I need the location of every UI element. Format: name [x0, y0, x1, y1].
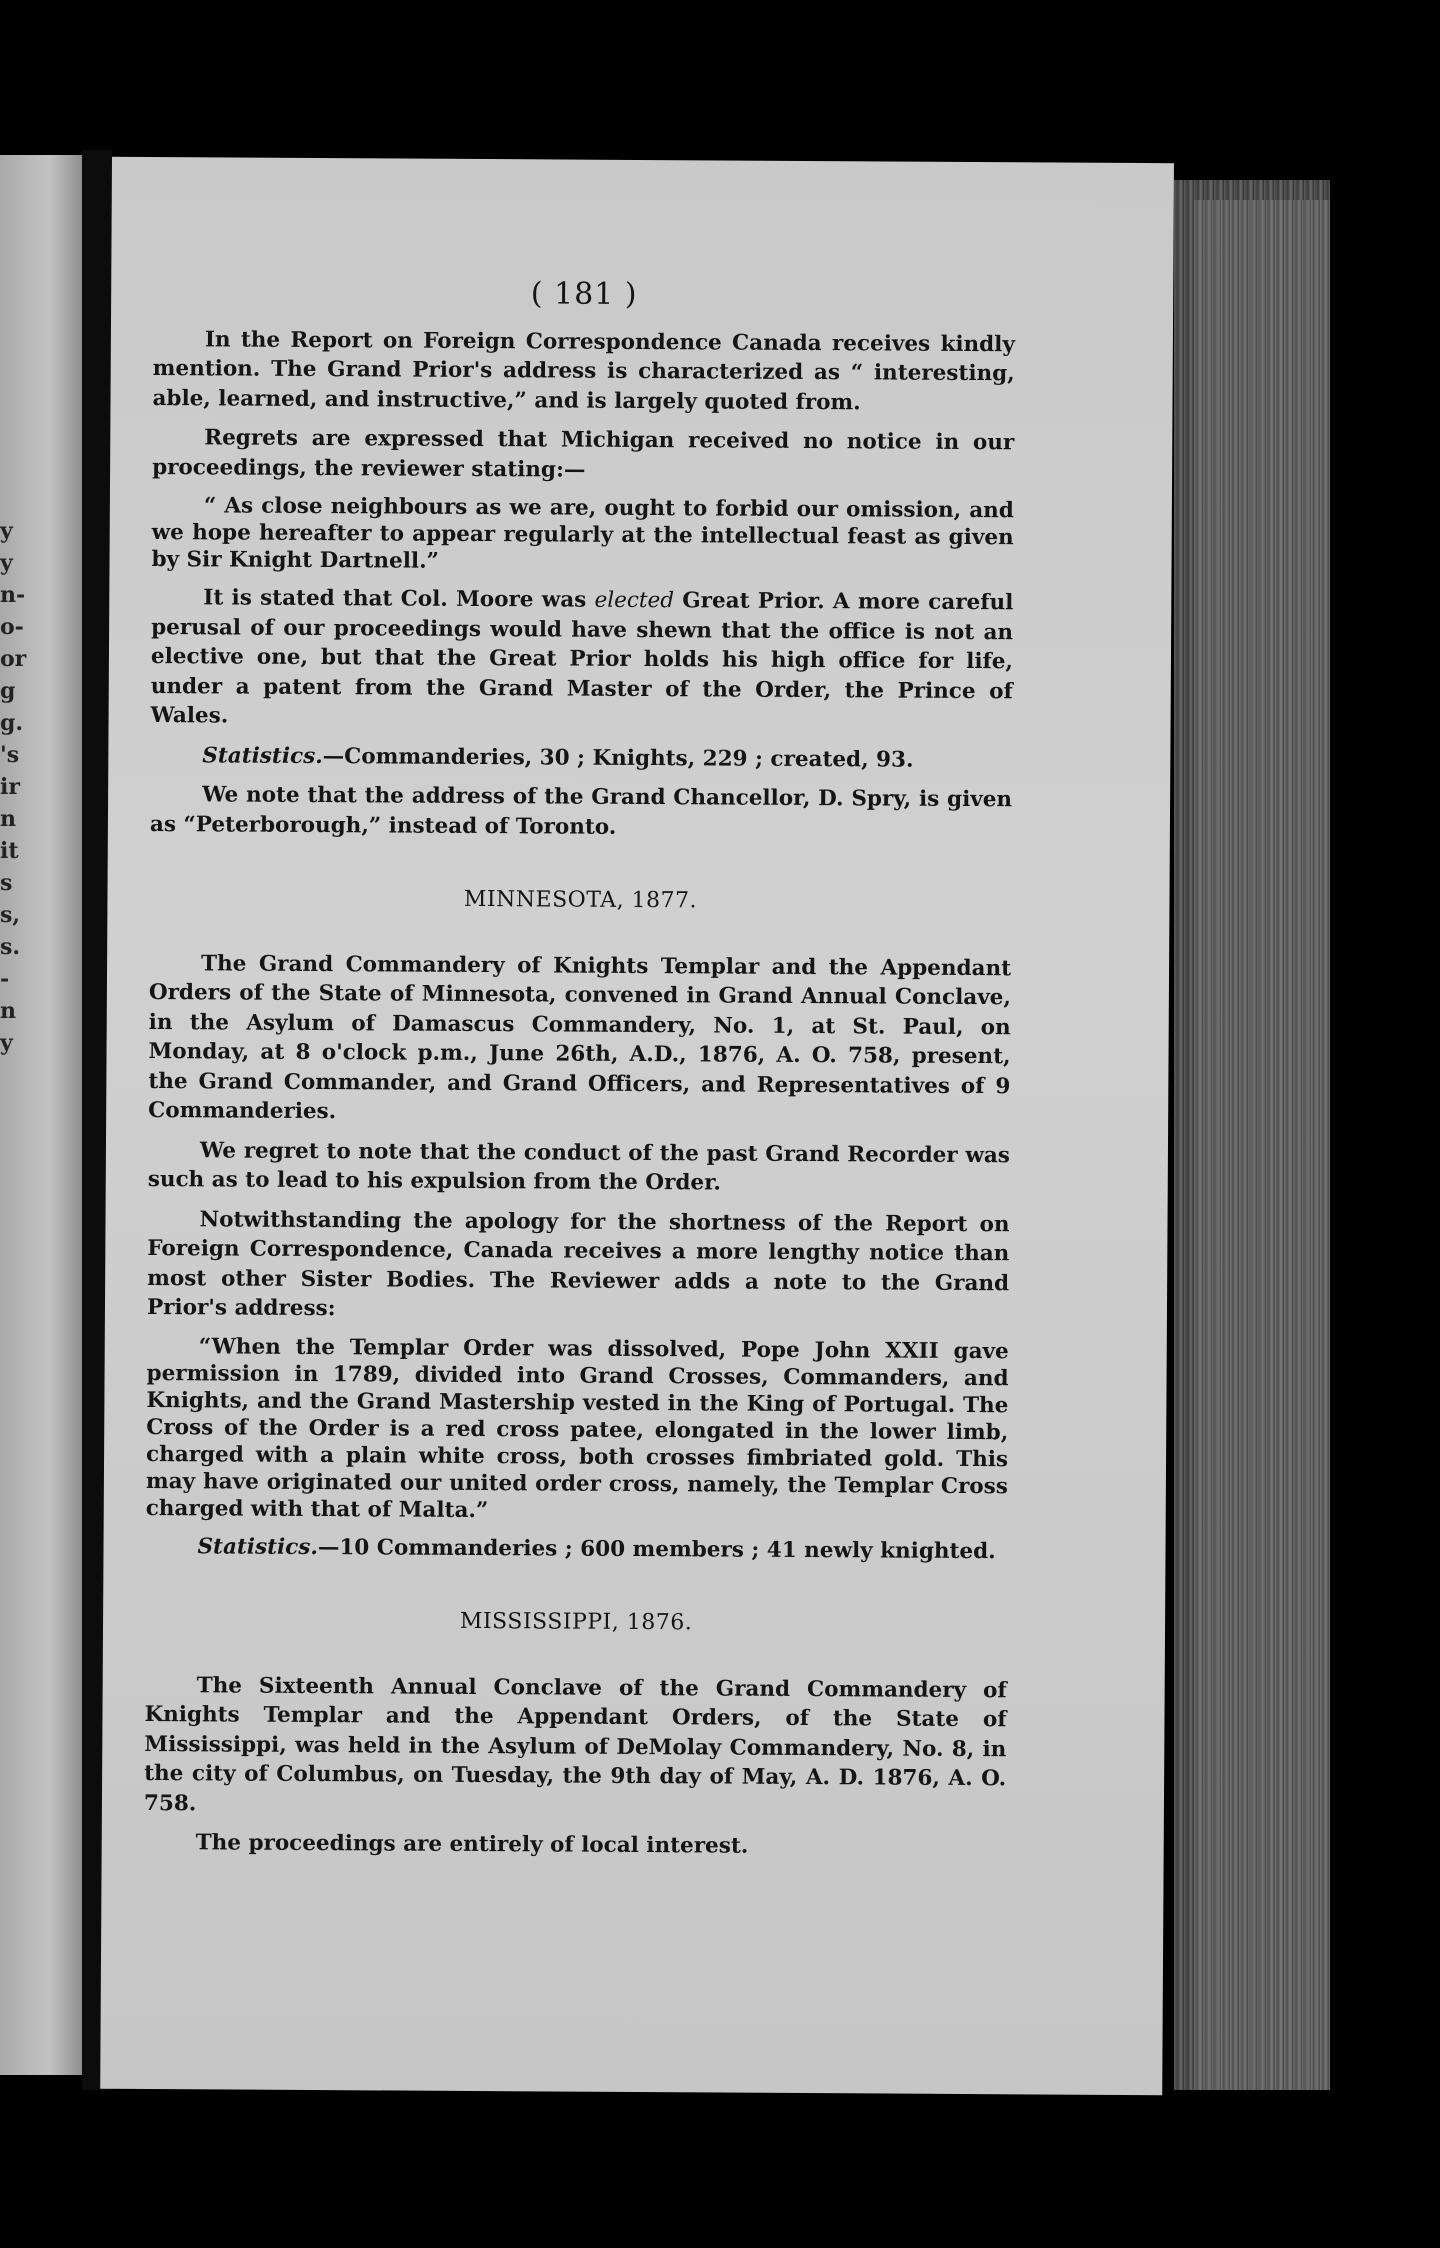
section-heading-mississippi: MISSISSIPPI, 1876. — [459, 1608, 693, 1636]
great-prior-text-start: It is stated that Col. Moore was — [203, 585, 595, 613]
great-prior-text-end: Great Prior. A more careful perusal of our proceedings would have shewn that the office is not an elective one, but that the Great Prior holds his high office for life, under a patent from the Grand Master of the Order, the Prince of Wales. — [150, 588, 1014, 729]
page-block-edges — [1174, 180, 1330, 2090]
facing-page-fragment: or — [0, 646, 27, 672]
facing-page-fragment: s. — [0, 934, 21, 960]
facing-page-edge — [0, 155, 82, 2075]
quote-templar-order: “When the Templar Order was dissolved, Pope John XXII gave permission in 1789, divided into Grand Crosses, Commanders, and Knights, and the Grand Mastership vested in the King of Portugal. The Cross of the Order is a red cross patee, elongated in the lower limb, charged with a plain white cross, both crosses fimbriated gold. This may have originated our united order cross, namely, the Templar Cross charged with that of Malta.” — [145, 1333, 1009, 1523]
statistics-minnesota — [145, 1531, 1007, 1566]
facing-page-fragment: ir — [0, 774, 20, 800]
paragraph-mississippi-conclave: The Sixteenth Annual Conclave of the Grand Commandery of Knights Templar and the Appendant Orders, of the State of Mississippi, was held in the Asylum of DeMolay Commandery, No. 8, in the city of Columbus, on Tuesday, the 9th day of May, A. D. 1876, A. O. 758. — [143, 1672, 1007, 1816]
facing-page-text-fragments — [0, 515, 27, 1059]
paragraph-great-prior — [151, 583, 1014, 736]
page-content — [144, 277, 1016, 1873]
paragraph-grand-chancellor: We note that the address of the Grand Chancellor, D. Spry, is given as “Peterborough,” instead of Toronto. — [149, 782, 1013, 840]
paragraph-grand-recorder: We regret to note that the conduct of the past Grand Recorder was such as to lead to his expulsion from the Order. — [147, 1137, 1011, 1196]
paragraph-report-apology: Notwithstanding the apology for the shortness of the Report on Foreign Correspondence, Canada receives a more lengthy notice than most other Sister Bodies. The Reviewer adds a note to the Grand Prior's address: — [146, 1206, 1010, 1322]
facing-page-fragment: s — [0, 870, 13, 896]
quote-close-neighbours: “ As close neighbours as we are, ought to forbid our omission, and we hope hereafter to appear regularly at the intellectual feast as given by Sir Knight Dartnell.” — [151, 493, 1014, 574]
page-number: ( 181 ) — [530, 276, 638, 312]
statistics-label: Statistics. — [197, 1533, 318, 1560]
paragraph-local-interest: The proceedings are entirely of local interest. — [195, 1830, 749, 1859]
facing-page-fragment: y — [0, 550, 13, 576]
paragraph-minnesota-conclave: The Grand Commandery of Knights Templar and the Appendant Orders of the State of Minnesota, convened in Grand Annual Conclave, in the Asylum of Damascus Commandery, No. 1, at St. Paul, on Monday, at 8 o'clock p.m., June 26th, A.D., 1876, A. O. 758, present, the Grand Commander, and Grand Officers, and Representatives of 9 Commanderies. — [148, 950, 1012, 1125]
great-prior-italic-word: elected — [594, 587, 675, 614]
facing-page-fragment: s, — [0, 902, 21, 928]
facing-page-fragment: g. — [0, 710, 24, 736]
statistics-label: Statistics. — [202, 742, 323, 769]
statistics-values: —10 Commanderies ; 600 members ; 41 newly knighted. — [317, 1534, 996, 1564]
facing-page-fragment: o- — [0, 614, 24, 640]
paragraph-michigan-regrets: Regrets are expressed that Michigan received no notice in our proceedings, the reviewer stating:— — [152, 425, 1015, 483]
facing-page-fragment: g — [0, 678, 16, 704]
facing-page-fragment: 's — [0, 742, 20, 768]
book-page — [100, 157, 1174, 2095]
section-heading-minnesota: MINNESOTA, 1877. — [463, 886, 698, 914]
facing-page-fragment: y — [0, 518, 13, 544]
statistics-values: —Commanderies, 30 ; Knights, 229 ; created, 93. — [322, 743, 914, 773]
facing-page-fragment: - — [0, 966, 10, 992]
facing-page-fragment: y — [0, 1030, 13, 1056]
facing-page-fragment: n- — [0, 582, 26, 608]
paragraph-foreign-correspondence: In the Report on Foreign Correspondence Canada receives kindly mention. The Grand Prior's address is characterized as “ interesting, able, learned, and instructive,” and is largely quoted from. — [152, 326, 1015, 415]
facing-page-fragment: n — [0, 998, 16, 1024]
facing-page-fragment: it — [0, 838, 19, 864]
statistics-canada — [150, 741, 1012, 776]
facing-page-fragment: n — [0, 806, 16, 832]
